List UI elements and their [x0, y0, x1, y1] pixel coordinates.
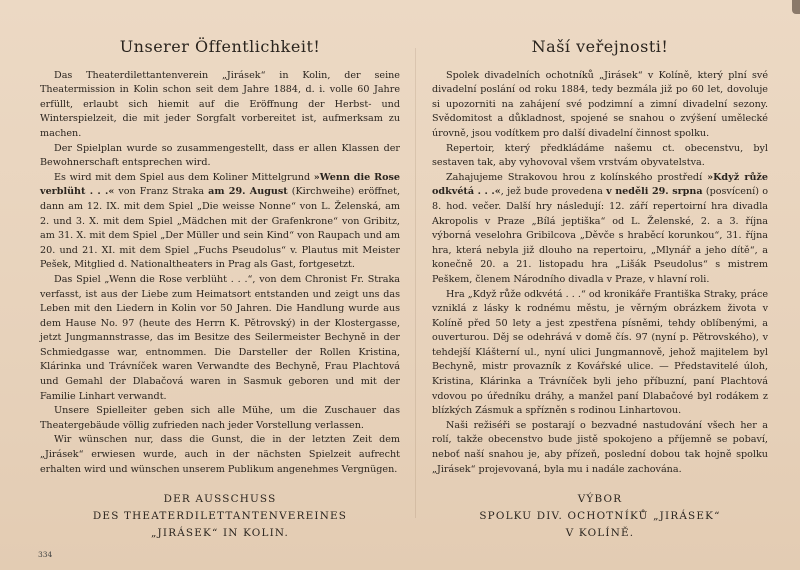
- german-signature-line-2: DES THEATERDILETTANTENVEREINES: [92, 510, 348, 523]
- czech-signature-line-1: VÝBOR: [577, 493, 623, 506]
- czech-paragraph-5: Naši režiséři se postarají o bezvadné nastudování všech her a rolí, takže obecenstvo bude jistě spokojeno a příjemně se pobaví, neboť naší snahou je, aby přízeň, poslední dobou tak hojně spolku „Jirásek“ projevovaná, byla mu i nadále zachována.: [432, 419, 768, 475]
- german-column: [40, 37, 401, 542]
- column-divider: [415, 48, 416, 518]
- czech-title: Naší veřejnosti!: [531, 37, 669, 56]
- german-paragraph-2: Der Spielplan wurde so zusammengestellt, dass er allen Klassen der Bewohnerschaft entsprechen wird.: [40, 142, 400, 169]
- german-paragraph-6: Wir wünschen nur, dass die Gunst, die in der letzten Zeit dem „Jirásek“ erwiesen wurde, auch in der nächsten Spielzeit aufrecht erhalten wird und wünschen unserem Publikum angenehmes Vergnügen.: [40, 434, 400, 475]
- czech-signature: [432, 491, 768, 542]
- german-paragraph-4: Das Spiel „Wenn die Rose verblüht . . .“, von dem Chronist Fr. Straka verfasst, ist aus der Liebe zum Heimatsort entstanden und zeigt uns das Leben mit den Liedern in Kolin vor 50 Jahren. Die Handlung wurde aus dem Hause No. 97 (heute des Herrn K. Pětrovský) in der Klostergasse, jetzt Jungmannstrasse, das im Besitze des Seilermeister Bechyně in der Schmiedgasse war, entnommen. Die Darsteller der Rollen Kristina, Klárinka und Trávníček waren Verwandte des Bechyně, Frau Plachtová und Gemahl der Dlabačová waren in Sasmuk geboren und mit der Familie Linhart verwandt.: [40, 273, 400, 402]
- german-p3-text-e: (Kirchweihe) eröffnet, dann am 12. IX. mit dem Spiel „Die weisse Nonne“ von L. Želenská, am 2. und 3. X. mit dem Spiel „Mädchen mit der Grafenkrone“ von Gribitz, am 31. X. mit dem Spiel „Der Müller und sein Kind“ von Raupach und am 20. und 21. XI. mit dem Spiel „Fuchs Pseudolus“ v. Plautus mit Meister Pešek, Mitglied d. Nationaltheaters in Prag als Gast, fortgesetzt.: [40, 186, 400, 271]
- czech-p3-text-a: Zahajujeme Strakovou hrou z kolínského prostředí: [446, 171, 708, 183]
- czech-signature-line-3: V KOLÍNĚ.: [565, 527, 635, 540]
- german-signature: [40, 491, 400, 542]
- czech-column: [432, 37, 768, 542]
- czech-signature-line-2: SPOLKU DIV. OCHOTNÍKŮ „JIRÁSEK“: [479, 510, 721, 523]
- german-play-title: »Wenn die Rose verblüht . . .«: [40, 171, 401, 198]
- german-paragraph-5: Unsere Spielleiter geben sich alle Mühe, um die Zuschauer das Theatergebäude völlig zufrieden nach jeder Vorstellung verlassen.: [40, 405, 400, 431]
- page-number: 334: [38, 550, 53, 559]
- czech-paragraph-2: Repertoir, který předkládáme našemu ct. obecenstvu, byl sestaven tak, aby vyhovoval všem vrstvám obyvatelstva.: [432, 142, 768, 169]
- german-title: Unserer Öffentlichkeit!: [119, 37, 321, 56]
- german-paragraph-1: Das Theaterdilettantenverein „Jirásek“ in Kolin, der seine Theatermission in Kolin schon seit dem Jahre 1884, d. i. volle 60 Jahre erfüllt, erlaubt sich hiemit auf die Eröffnung der Herbst- und Winterspielzeit, die mit jeder Sorgfalt vorbereitet ist, aufmerksam zu machen.: [40, 69, 400, 139]
- czech-paragraph-4: Hra „Když růže odkvétá . . .“ od kronikáře Františka Straky, práce vzniklá z lásky k rodnému městu, je věrným obrázkem života v Kolíně před 50 lety a jest zpestřena písněmi, tehdy oblíbenými, a ouverturou. Děj se odehrává v domě čís. 97 (nyní p. Pětrovského), v tehdejší Klášterní ul., nyní ulici Jungmannově, jehož majitelem byl Bechyně, mistr provazník z Kovářské ulice. — Představitelé úloh, Kristina, Klárinka a Trávníček byli jeho příbuzní, paní Plachtová vdovou po úředníku dráhy, a manžel paní Dlabačové byl rodákem z blízkých Zásmuk a spřízněn s rodinou Linhartovou.: [432, 288, 768, 417]
- german-signature-line-1: DER AUSSCHUSS: [163, 493, 277, 506]
- german-p3-text-a: Es wird mit dem Spiel aus dem Koliner Mittelgrund: [54, 171, 314, 183]
- czech-p3-text-c: , jež bude provedena: [500, 186, 607, 198]
- german-paragraph-3: [40, 171, 400, 273]
- torn-corner: [792, 0, 800, 14]
- german-premiere-date: am 29. August: [208, 186, 288, 198]
- czech-play-title: »Když růže odkvétá . . .«: [432, 171, 768, 198]
- czech-p3-text-e: (posvícení) o 8. hod. večer. Další hry následují: 12. září repertoirní hra divadla Akropolis v Praze „Bílá jeptiška“ od L. Želenské, 2. a 3. října výborná veselohra Gribilcova „Děvče s hraběcí korunkou“, 31. října hra, která nebyla již dlouho na repertoiru, „Mlynář a jeho dítě“, a konečně 20. a 21. listopadu hra „Lišák Pseudolus“ s mistrem Peškem, členem Národního divadla v Praze, v hlavní roli.: [432, 186, 768, 285]
- czech-premiere-date: v neděli 29. srpna: [606, 186, 703, 198]
- czech-paragraph-3: [432, 171, 768, 288]
- czech-paragraph-1: Spolek divadelních ochotníků „Jirásek“ v Kolíně, který plní své divadelní poslání od roku 1884, tedy bezmála již po 60 let, dovoluje si upozorniti na zahájení své podzimní a zimní divadelní sezony. Svědomitost a důkladnost, spojené se snahou o zvýšení umělecké úrovně, jsou vodítkem pro další divadelní činnost spolku.: [432, 69, 768, 139]
- german-p3-text-c: von Franz Straka: [114, 186, 209, 198]
- german-signature-line-3: „JIRÁSEK“ IN KOLIN.: [150, 527, 290, 540]
